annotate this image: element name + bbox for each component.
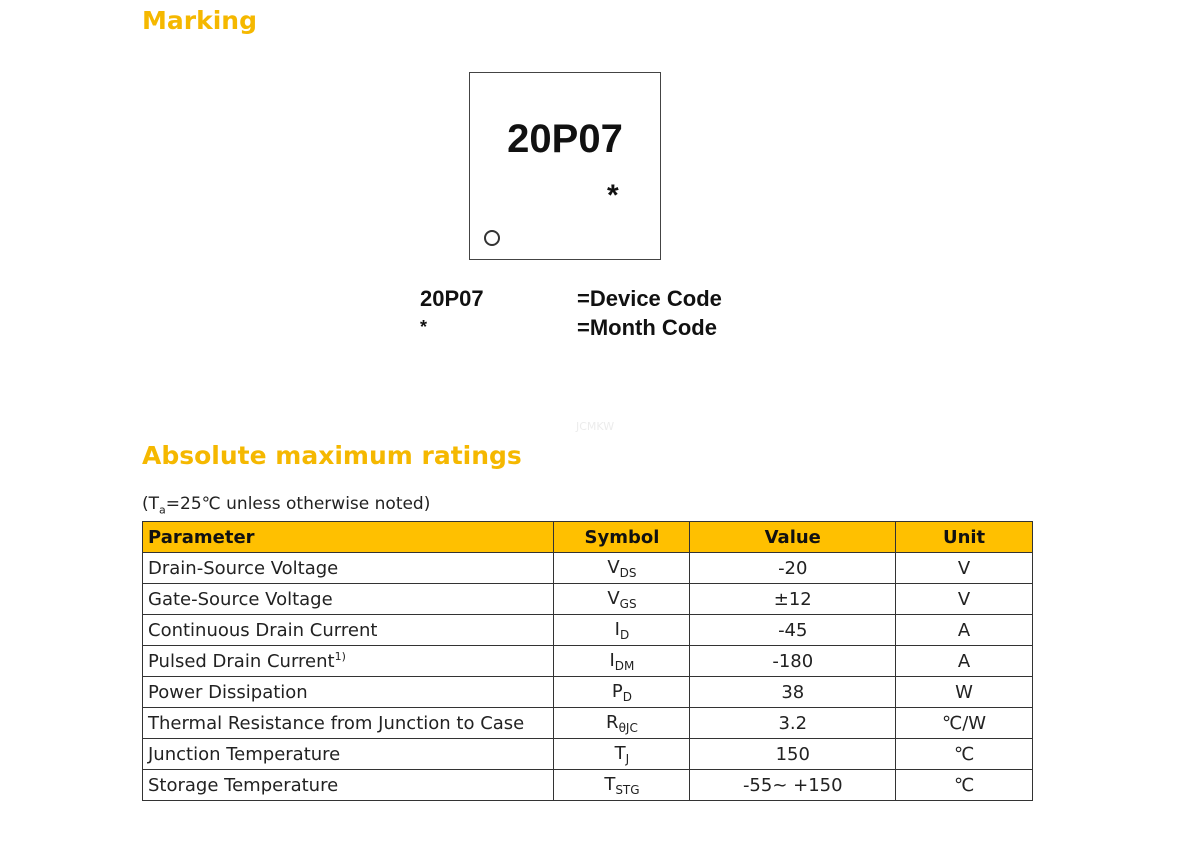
legend-month-code-label: =Month Code xyxy=(577,315,717,340)
watermark-text: JCMKW xyxy=(576,420,615,433)
header-parameter: Parameter xyxy=(143,522,554,553)
cell-symbol xyxy=(554,615,690,646)
table-row xyxy=(143,553,1033,584)
cell-value: ±12 xyxy=(690,584,896,615)
cell-value: -180 xyxy=(690,646,896,677)
cell-parameter xyxy=(143,770,554,801)
symbol-subscript: D xyxy=(619,627,630,642)
symbol-main: V xyxy=(607,556,620,578)
parameter-text: Thermal Resistance from Junction to Case xyxy=(148,713,525,734)
chip-device-code: 20P07 xyxy=(507,117,623,161)
parameter-text: Gate-Source Voltage xyxy=(148,589,333,610)
table-row xyxy=(143,584,1033,615)
cell-unit: ℃ xyxy=(896,770,1033,801)
cell-symbol xyxy=(554,677,690,708)
chip-month-code-mark: * xyxy=(607,179,619,212)
legend-device-code-label: =Device Code xyxy=(577,286,722,311)
symbol-main: I xyxy=(614,618,620,640)
symbol-subscript: GS xyxy=(619,596,637,611)
cell-unit: V xyxy=(896,584,1033,615)
marking-section-title: Marking xyxy=(142,6,257,35)
symbol-subscript: DS xyxy=(619,565,637,580)
cell-parameter xyxy=(143,646,554,677)
cell-unit: ℃/W xyxy=(896,708,1033,739)
table-row xyxy=(143,770,1033,801)
parameter-text: Power Dissipation xyxy=(148,682,308,703)
parameter-text: Storage Temperature xyxy=(148,775,339,796)
table-row xyxy=(143,615,1033,646)
symbol-main: R xyxy=(606,711,619,733)
cell-unit: V xyxy=(896,553,1033,584)
cell-unit: A xyxy=(896,646,1033,677)
cell-parameter xyxy=(143,677,554,708)
cell-symbol xyxy=(554,646,690,677)
cell-symbol xyxy=(554,739,690,770)
cell-symbol xyxy=(554,770,690,801)
cell-value: 3.2 xyxy=(690,708,896,739)
symbol-subscript: STG xyxy=(615,782,640,797)
symbol-subscript: J xyxy=(625,751,630,766)
symbol-subscript: D xyxy=(622,689,632,704)
cell-symbol xyxy=(554,584,690,615)
parameter-text: Pulsed Drain Current xyxy=(148,651,335,672)
cell-value: -45 xyxy=(690,615,896,646)
header-unit: Unit xyxy=(896,522,1033,553)
symbol-subscript: DM xyxy=(614,658,635,673)
table-row xyxy=(143,708,1033,739)
parameter-text: Junction Temperature xyxy=(148,744,341,765)
cell-value: -55~ +150 xyxy=(690,770,896,801)
symbol-main: V xyxy=(607,587,620,609)
symbol-subscript: θJC xyxy=(618,720,638,735)
parameter-footnote: 1) xyxy=(334,650,346,663)
parameter-text: Continuous Drain Current xyxy=(148,620,378,641)
chip-package-diagram xyxy=(469,72,661,260)
table-row xyxy=(143,739,1033,770)
symbol-main: T xyxy=(604,773,616,795)
cell-value: 38 xyxy=(690,677,896,708)
cell-symbol xyxy=(554,708,690,739)
cell-unit: ℃ xyxy=(896,739,1033,770)
absolute-maximum-ratings-table xyxy=(142,521,1033,801)
parameter-text: Drain-Source Voltage xyxy=(148,558,339,579)
header-symbol: Symbol xyxy=(554,522,690,553)
ratings-section-title: Absolute maximum ratings xyxy=(142,441,522,470)
ratings-condition-note: ($T_a=25℃$ unless otherwise noted) xyxy=(142,494,431,517)
table-row xyxy=(143,677,1033,708)
cell-parameter xyxy=(143,739,554,770)
legend-device-code-key: 20P07 xyxy=(420,286,484,311)
pin1-indicator-circle-icon xyxy=(484,230,500,246)
legend-month-code-key: * xyxy=(420,317,428,337)
cell-value: 150 xyxy=(690,739,896,770)
cell-unit: W xyxy=(896,677,1033,708)
cell-parameter xyxy=(143,553,554,584)
table-row xyxy=(143,646,1033,677)
table-header-row xyxy=(143,522,1033,553)
symbol-main: I xyxy=(609,649,615,671)
cell-parameter xyxy=(143,584,554,615)
cell-parameter xyxy=(143,708,554,739)
cell-unit: A xyxy=(896,615,1033,646)
header-value: Value xyxy=(690,522,896,553)
cell-value: -20 xyxy=(690,553,896,584)
symbol-main: T xyxy=(614,742,626,764)
symbol-main: P xyxy=(611,680,623,702)
cell-symbol xyxy=(554,553,690,584)
cell-parameter xyxy=(143,615,554,646)
